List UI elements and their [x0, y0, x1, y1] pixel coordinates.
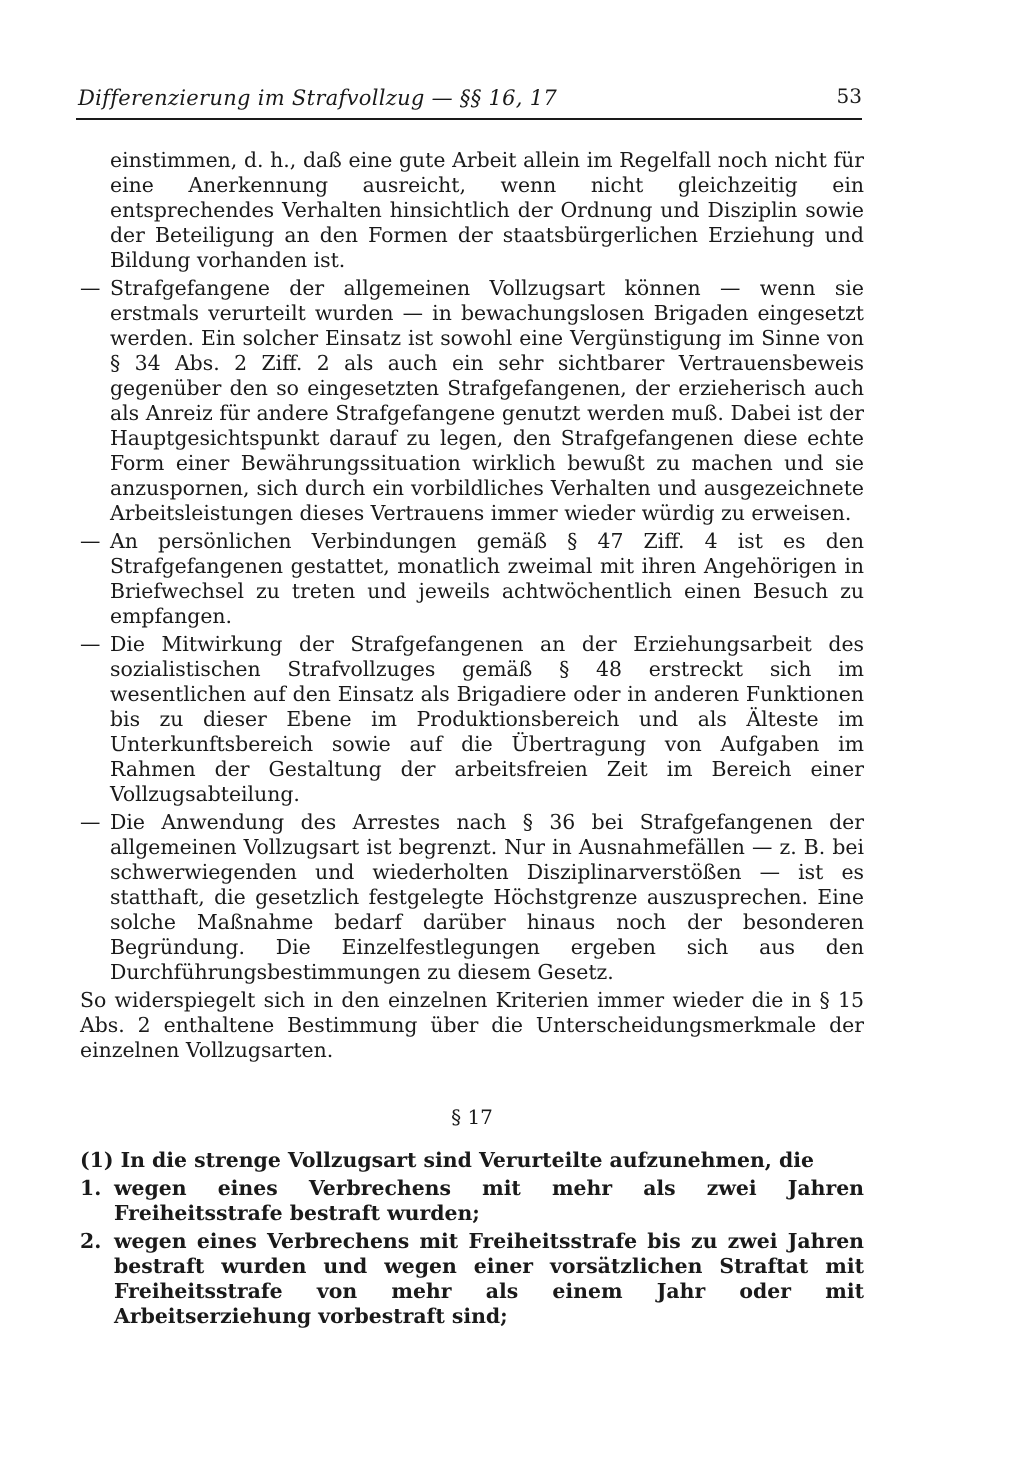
dash-marker: — — [80, 529, 101, 553]
dash-marker: — — [80, 810, 101, 834]
dash-item-text: Die Mitwirkung der Strafgefangenen an der Erziehungsarbeit des sozialistischen Strafvollzuges gemäß § 48 erstreckt sich im wesentlichen auf den Einsatz als Brigadiere oder in anderen Funktionen bis zu dieser Ebene im Produktionsbereich und als Älteste im Unterkunftsbereich sowie auf die Übertragung von Aufgaben im Rahmen der Gestaltung der arbeitsfreien Zeit im Bereich einer Vollzugsabteilung. — [110, 632, 864, 806]
section-heading: § 17 — [451, 1105, 493, 1129]
dash-list-item — [80, 276, 864, 526]
dash-item-text: Strafgefangene der allgemeinen Vollzugsart können — wenn sie erstmals verurteilt wurden — in bewachungslosen Brigaden eingesetzt werden. Ein solcher Einsatz ist sowohl eine Vergünstigung im Sinne von § 34 Abs. 2 Ziff. 2 als auch ein sehr sichtbarer Vertrauensbeweis gegenüber den so eingesetzten Strafgefangenen, der erzieherisch auch als Anreiz für andere Strafgefangene genutzt werden muß. Dabei ist der Hauptgesichtspunkt darauf zu legen, den Strafgefangenen diese echte Form einer Bewährungssituation wirklich bewußt zu machen und sie anzuspornen, sich durch ein vorbildliches Verhalten und ausgezeichnete Arbeitsleistungen dieses Vertrauens immer wieder würdig zu erweisen. — [110, 276, 864, 525]
dash-marker: — — [80, 276, 101, 300]
page-header — [78, 82, 862, 114]
continuation-paragraph: einstimmen, d. h., daß eine gute Arbeit allein im Regelfall noch nicht für eine Anerkennung ausreicht, wenn nicht gleichzeitig ein entsprechendes Verhalten hinsichtlich der Ordnung und Disziplin sowie der Beteiligung an den Formen der staatsbürgerlichen Erziehung und Bildung vorhanden ist. — [110, 148, 864, 272]
dash-item-text: An persönlichen Verbindungen gemäß § 47 Ziff. 4 ist es den Strafgefangenen gestattet, monatlich zweimal mit ihren Angehörigen in Briefwechsel zu treten und jeweils achtwöchentlich einen Besuch zu empfangen. — [110, 529, 864, 628]
section-intro: (1) In die strenge Vollzugsart sind Verurteilte aufzunehmen, die — [80, 1148, 814, 1172]
dash-item-text: Die Anwendung des Arrestes nach § 36 bei Strafgefangenen der allgemeinen Vollzugsart ist begrenzt. Nur in Ausnahmefällen — z. B. bei schwerwiegenden und wiederholten Disziplinarverstößen — ist es statthaft, die gesetzlich festgelegte Höchstgrenze auszusprechen. Eine solche Maßnahme bedarf darüber hinaus noch der besonderen Begründung. Die Einzelfestlegungen ergeben sich aus den Durchführungsbestimmungen zu diesem Gesetz. — [110, 810, 864, 984]
numbered-list-item — [80, 1229, 864, 1329]
header-rule — [76, 118, 862, 120]
numbered-item-text: wegen eines Verbrechens mit Freiheitsstrafe bis zu zwei Jahren bestraft wurden und wegen einer vorsätzlichen Straftat mit Freiheitsstrafe von mehr als einem Jahr oder mit Arbeitserziehung vorbestraft sind; — [114, 1229, 864, 1328]
page-body — [80, 148, 864, 1329]
dash-list-item — [80, 810, 864, 985]
running-title: Differenzierung im Strafvollzug — §§ 16, 17 — [78, 86, 558, 110]
dash-marker: — — [80, 632, 101, 656]
numbered-list-item — [80, 1176, 864, 1226]
numbered-item-text: wegen eines Verbrechens mit mehr als zwei Jahren Freiheitsstrafe bestraft wurden; — [114, 1176, 864, 1225]
closing-paragraph: So widerspiegelt sich in den einzelnen Kriterien immer wieder die in § 15 Abs. 2 enthaltene Bestimmung über die Unterscheidungsmerkmale der einzelnen Vollzugsarten. — [80, 988, 864, 1062]
page-number: 53 — [836, 84, 862, 108]
dash-list-item — [80, 632, 864, 807]
item-number: 1. — [80, 1176, 102, 1200]
dash-list-item — [80, 529, 864, 629]
item-number: 2. — [80, 1229, 102, 1253]
